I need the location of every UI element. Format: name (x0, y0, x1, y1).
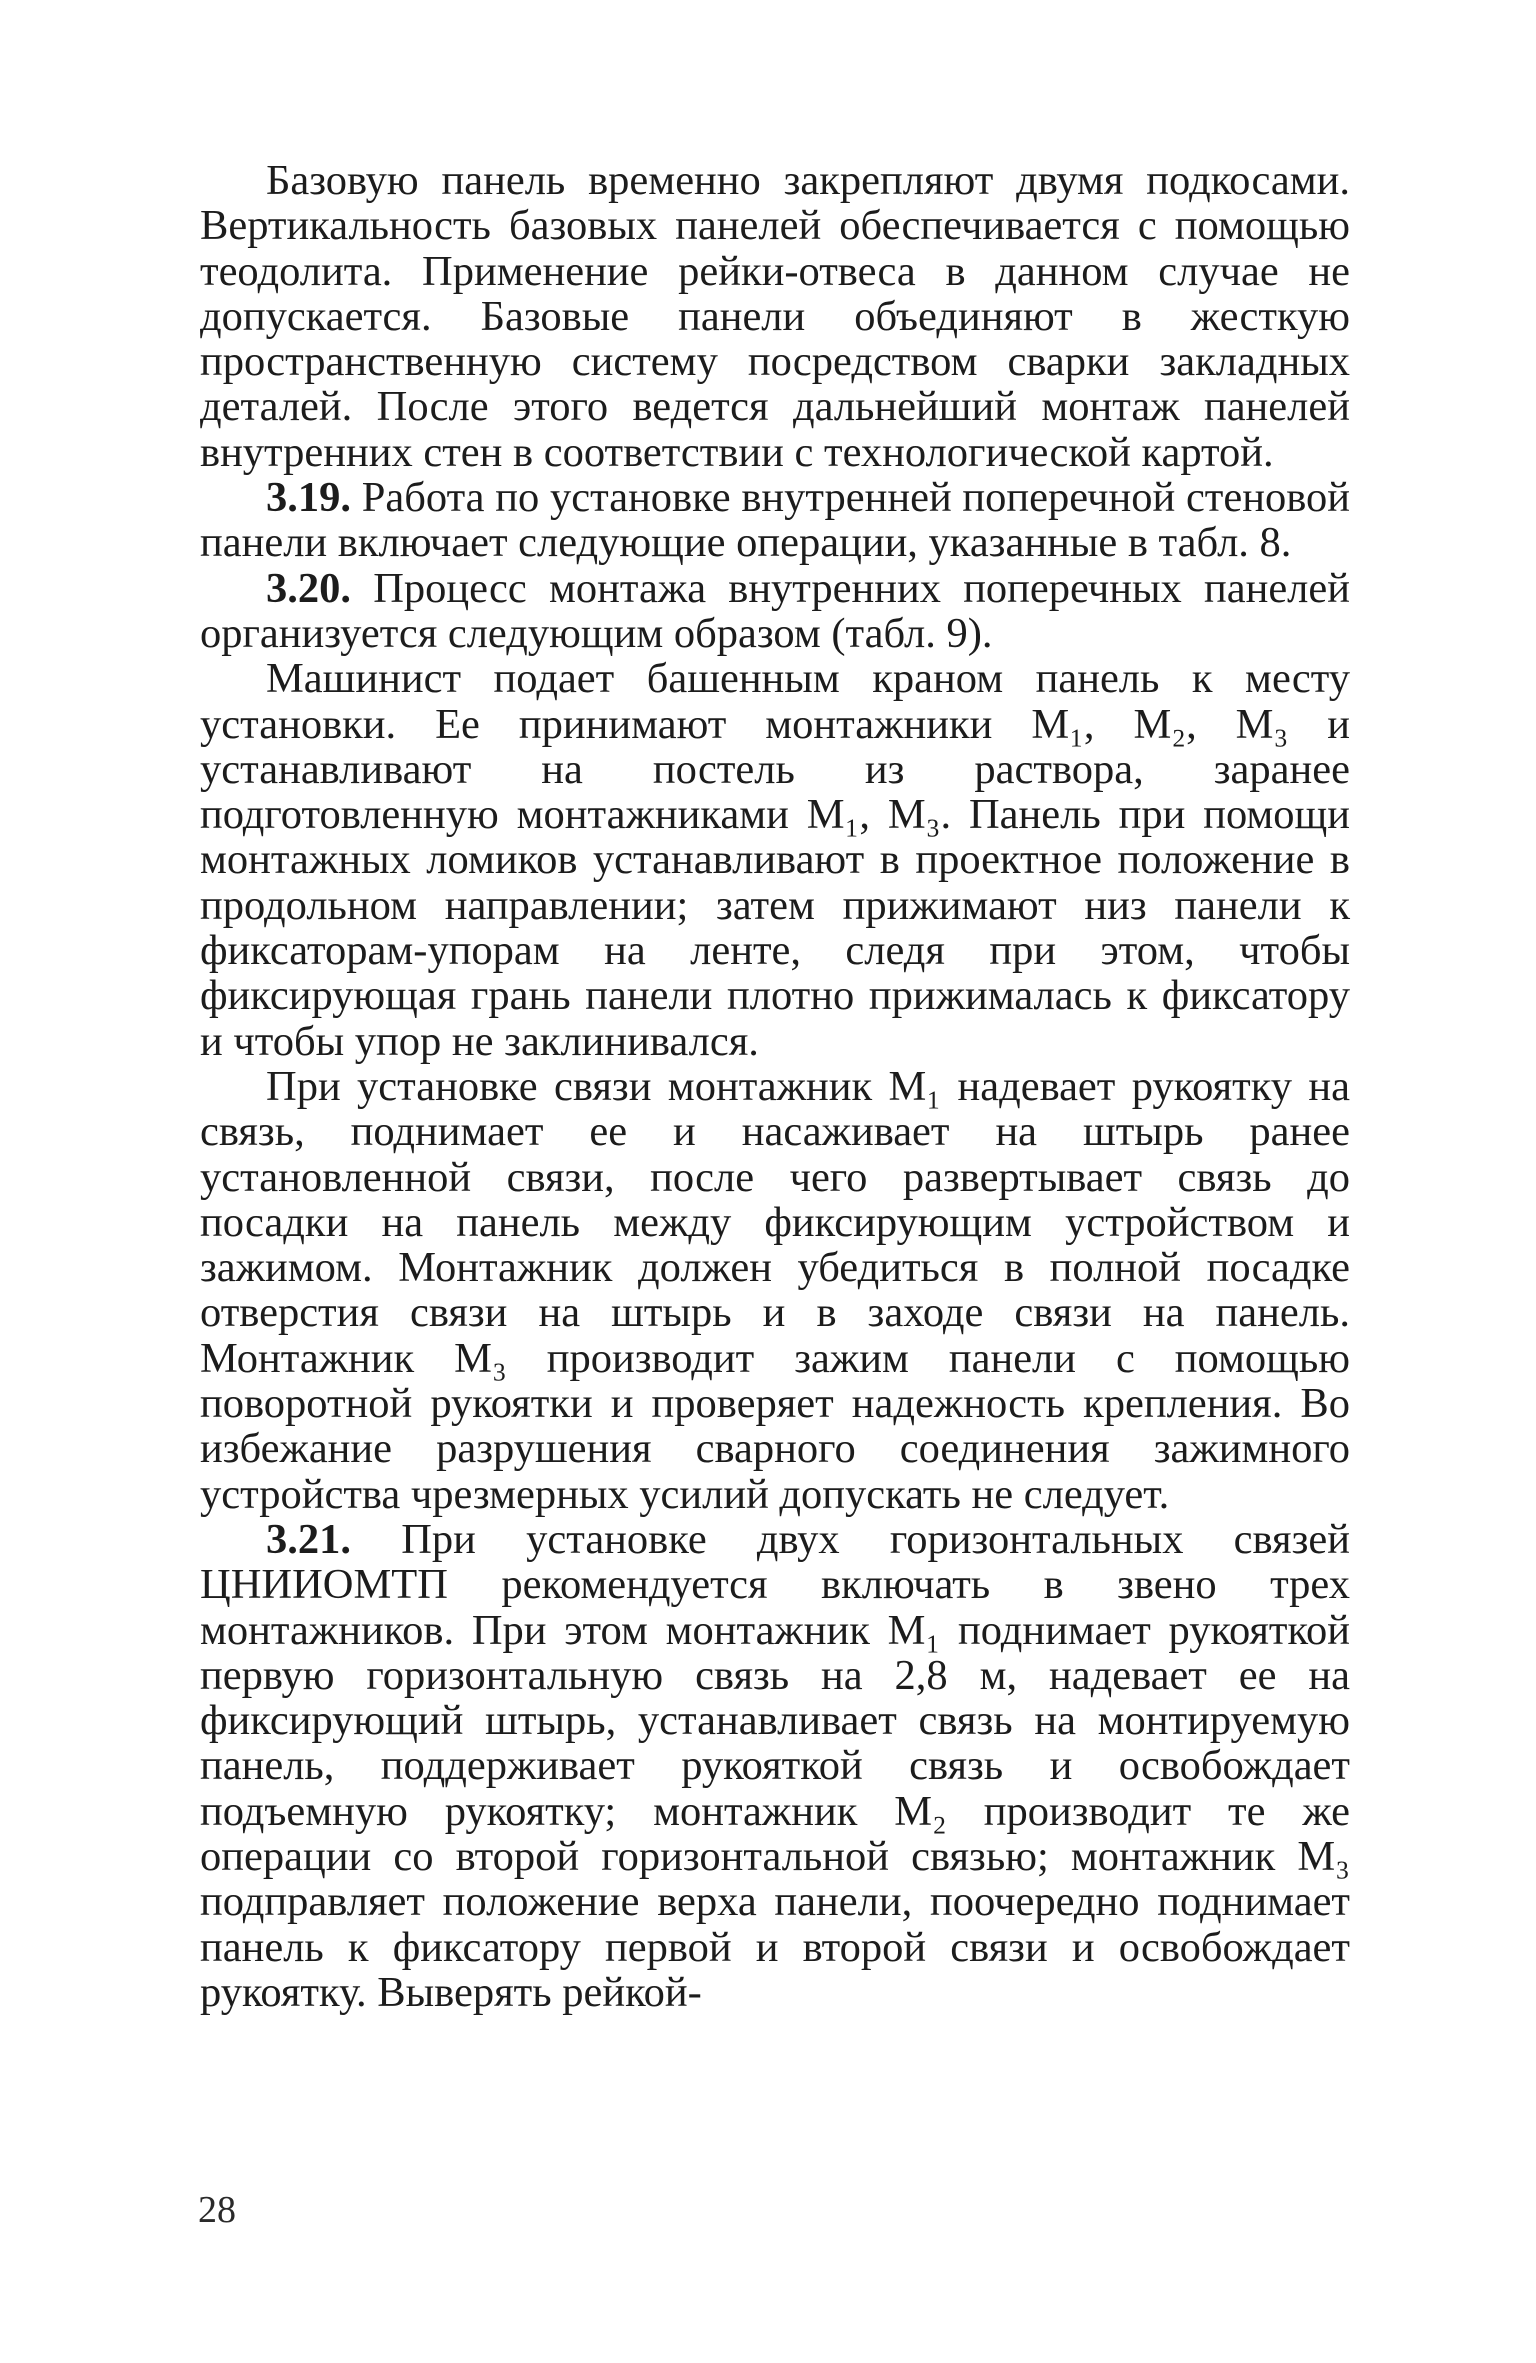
paragraph-number: 3.21. (266, 1515, 351, 1563)
paragraph-tie-installation (200, 1064, 1350, 1517)
paragraph-text: Работа по установке внутренней поперечной стеновой панели включает следующие операции, указанные в табл. 8. (200, 474, 1351, 567)
paragraph-crane-operator (200, 656, 1350, 1064)
page-body (200, 158, 1350, 2015)
paragraph-text: При установке связи монтажник М₁ надевает рукоятку на связь, поднимает ее и насаживает на штырь ранее установленной связи, после чего развертывает связь до посадки на панель между фиксирующим устройством и зажимом. Монтажник должен убедиться в полной посадке отверстия связи на штырь и в заходе связи на панель. Монтажник М₃ производит зажим панели с помощью поворотной рукоятки и проверяет надежность крепления. Во избежание разрушения сварного соединения зажимного устройства чрезмерных усилий допускать не следует. (200, 1062, 1350, 1518)
paragraph-text: При установке двух горизонтальных связей ЦНИИОМТП рекомендуется включать в звено трех монтажников. При этом монтажник М₁ поднимает рукояткой первую горизонтальную связь на 2,8 м, надевает ее на фиксирующий штырь, устанавливает связь на монтируемую панель, поддерживает рукояткой связь и освобождает подъемную рукоятку; монтажник М₂ производит те же операции со второй горизонтальной связью; монтажник М₃ подправляет положение верха панели, поочередно поднимает панель к фиксатору первой и второй связи и освобождает рукоятку. Выверять рейкой- (200, 1515, 1350, 2016)
paragraph-base-panels (200, 158, 1350, 475)
paragraph-text: Машинист подает башенным краном панель к месту установки. Ее принимают монтажники М₁, М₂, М₃ и устанавливают на постель из раствора, заранее подготовленную монтажниками М₁, М₃. Панель при помощи монтажных ломиков устанавливают в проектное положение в продольном направлении; затем прижимают низ панели к фиксаторам-упорам на ленте, следя при этом, чтобы фиксирующая грань панели плотно прижималась к фиксатору и чтобы упор не заклинивался. (200, 655, 1350, 1065)
paragraph-3-19 (200, 475, 1350, 566)
paragraph-text: Базовую панель временно закрепляют двумя подкосами. Вертикальность базовых панелей обеспечивается с помощью теодолита. Применение рейки-отвеса в данном случае не допускается. Базовые панели объединяют в жесткую пространственную систему посредством сварки закладных деталей. После этого ведется дальнейший монтаж панелей внутренних стен в соответствии с технологической картой. (200, 157, 1350, 476)
paragraph-3-21 (200, 1517, 1350, 2015)
paragraph-text: Процесс монтажа внутренних поперечных панелей организуется следующим образом (табл. 9). (200, 564, 1350, 657)
paragraph-3-20 (200, 566, 1350, 657)
page-number: 28 (198, 2189, 236, 2231)
paragraph-number: 3.19. (266, 474, 351, 522)
paragraph-number: 3.20. (266, 564, 351, 612)
